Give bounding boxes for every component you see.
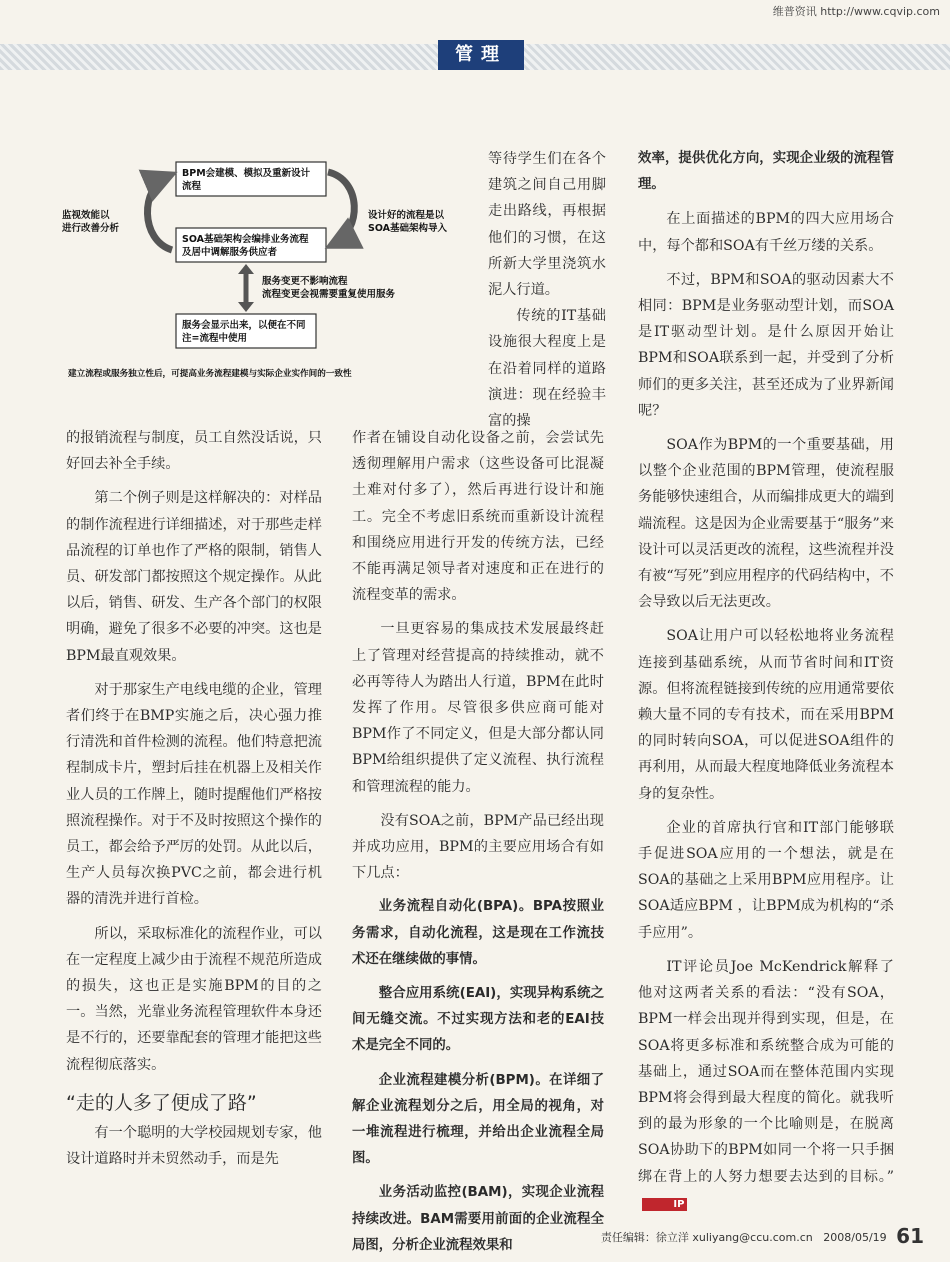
paragraph: 第二个例子则是这样解决的：对样品的制作流程进行详细描述，对于那些走样品流程的订单也作了严格的限制，销售人员、研发部门都按照这个规定操作。从此以后，销售、研发、生产各个部门的权限明确，避免了很多不必要的冲突。这也是BPM最直观效果。: [66, 490, 322, 664]
bold-paragraph: 业务活动监控(BAM)，实现企业流程持续改进。BAM需要用前面的企业流程全局图，分析企业流程效果和: [352, 1185, 604, 1253]
paragraph: 对于那家生产电线电缆的企业，管理者们终于在BMP实施之后，决心强力推行清洗和首件检测的流程。他们特意把流程制成卡片，塑封后挂在机器上及相关作业人员的工作牌上，随时提醒他们严格按照流程操作。对于不及时按照这个操作的员工，都会给予严厉的处罚。从此以后，生产人员每次换PVC之前，都会进行机器的清洗并进行首检。: [66, 681, 322, 908]
column-1: [66, 425, 322, 1172]
diagram-middle-label-2: 流程变更会视需要重复使用服务: [262, 289, 396, 300]
diagram-middle-label-1: 服务变更不影响流程: [262, 276, 348, 287]
paragraph: 不过，BPM和SOA的驱动因素大不相同：BPM是业务驱动型计划，而SOA是IT驱动型计划。是什么原因开始让BPM和SOA联系到一起，并受到了分析师们的更多关注，甚至还成为了业界新闻呢？: [638, 271, 894, 419]
diagram-box2-line2: 及居中调解服务供应者: [182, 247, 278, 258]
paragraph: 没有SOA之前，BPM产品已经出现并成功应用，BPM的主要应用场合有如下几点：: [352, 812, 604, 882]
editor-credit: 责任编辑：徐立洋 xuliyang@ccu.com.cn: [600, 1231, 813, 1244]
diagram-box1-line1: BPM会建模、模拟及重新设计: [182, 168, 311, 179]
process-diagram: [62, 150, 462, 390]
diagram-arrow-left: [147, 176, 172, 250]
column-2: [352, 425, 604, 1259]
diagram-caption: 建立流程或服务独立性后，可提高业务流程建模与实际企业实作间的一致性: [68, 369, 352, 379]
column-3: [638, 146, 894, 1216]
diagram-box3-line1: 服务会显示出来，以便在不同: [182, 320, 306, 331]
paragraph: SOA让用户可以轻松地将业务流程连接到基础系统，从而节省时间和IT资源。但将流程链接到传统的应用通常要依赖大量不同的专有技术，而在采用BPM的同时转向SOA，可以促进SOA组件的再利用，从而最大程度地降低业务流程本身的复杂性。: [638, 628, 894, 802]
paragraph-text: IT评论员Joe McKendrick解释了他对这两者关系的看法：“没有SOA，BPM一样会出现并得到实现，但是，在SOA将更多标准和系统整合成为可能的基础上，通过SOA而在整体范围内实现BPM将会得到最大程度的简化。就我听到的最为形象的一个比喻则是，在脱离SOA协助下的BPM如同一个将一只手捆绑在背上的人努力想要去达到的目标。”: [638, 958, 894, 1185]
diagram-right-label-2: SOA基础架构导入: [368, 223, 448, 234]
page-number: 61: [896, 1224, 924, 1248]
diagram-right-label-1: 设计好的流程是以: [368, 210, 445, 221]
paragraph: 在上面描述的BPM的四大应用场合中，每个都和SOA有千丝万缕的关系。: [638, 211, 894, 254]
diagram-left-label-1: 监视效能以: [62, 210, 110, 221]
page-footer: [601, 1224, 924, 1248]
paragraph: 等待学生们在各个建筑之间自己用脚走出路线，再根据他们的习惯，在这所新大学里浇筑水泥人行道。: [488, 151, 606, 299]
paragraph: 的报销流程与制度，员工自然没话说，只好回去补全手续。: [66, 430, 322, 473]
paragraph: 有一个聪明的大学校园规划专家，他设计道路时并未贸然动手，而是先: [66, 1124, 322, 1168]
watermark: 维普资讯 http://www.cqvip.com: [772, 5, 940, 18]
section-heading: “走的人多了便成了路”: [66, 1091, 257, 1114]
diagram-left-label-2: 进行改善分析: [62, 223, 120, 234]
diagram-box3-line2: 注=流程中使用: [182, 333, 247, 344]
bold-paragraph: 业务流程自动化(BPA)。BPA按照业务需求，自动化流程，这是现在工作流技术还在继续做的事情。: [352, 899, 604, 967]
paragraph: 一旦更容易的集成技术发展最终赶上了管理对经营提高的持续推动，就不必再等待人为踏出人行道，BPM在此时发挥了作用。尽管很多供应商可能对BPM作了不同定义，但是大部分都认同BPM给组织提供了定义流程、执行流程和管理流程的能力。: [352, 621, 604, 795]
bold-paragraph: 企业流程建模分析(BPM)。在详细了解企业流程划分之后，用全局的视角，对一堆流程进行梳理，并给出企业流程全局图。: [352, 1072, 604, 1167]
magazine-logo: IP: [642, 1198, 687, 1211]
paragraph: [638, 954, 894, 1216]
diagram-box2-line1: SOA基础架构会编排业务流程: [182, 234, 309, 245]
paragraph: 企业的首席执行官和IT部门能够联手促进SOA应用的一个想法，就是在SOA的基础之上采用BPM应用程序。让SOA适应BPM ，让BPM成为机构的“杀手应用”。: [638, 819, 894, 941]
paragraph: 所以，采取标准化的流程作业，可以在一定程度上减少由于流程不规范所造成的损失，这也正是实施BPM的目的之一。当然，光靠业务流程管理软件本身还是不行的，还要靠配套的管理才能把这些流程彻底落实。: [66, 925, 322, 1073]
paragraph: 传统的IT基础设施很大程度上是在沿着同样的道路演进：现在经验丰富的操: [488, 308, 606, 430]
issue-date: 2008/05/19: [823, 1231, 887, 1244]
bold-paragraph: 效率，提供优化方向，实现企业级的流程管理。: [638, 151, 894, 193]
diagram-arrow-right: [328, 172, 354, 244]
column-2-top: [488, 146, 606, 434]
paragraph: 作者在铺设自动化设备之前，会尝试先透彻理解用户需求（这些设备可比混凝土难对付多了），然后再进行设计和施工。完全不考虑旧系统而重新设计流程和围绕应用进行开发的传统方法，已经不能再满足领导者对速度和正在进行的流程变革的需求。: [352, 430, 604, 604]
bold-paragraph: 整合应用系统(EAI)，实现异构系统之间无缝交流。不过实现方法和老的EAI技术是完全不同的。: [352, 986, 604, 1054]
diagram-box1-line2: 流程: [182, 181, 202, 192]
section-tag: 管理: [438, 40, 524, 70]
paragraph: SOA作为BPM的一个重要基础，用以整个企业范围的BPM管理，使流程服务能够快速组合，从而编排成更大的端到端流程。这是因为企业需要基于“服务”来设计可以灵活更改的流程，这些流程并没有被“写死”到应用程序的代码结构中，不会导致以后无法更改。: [638, 437, 894, 611]
